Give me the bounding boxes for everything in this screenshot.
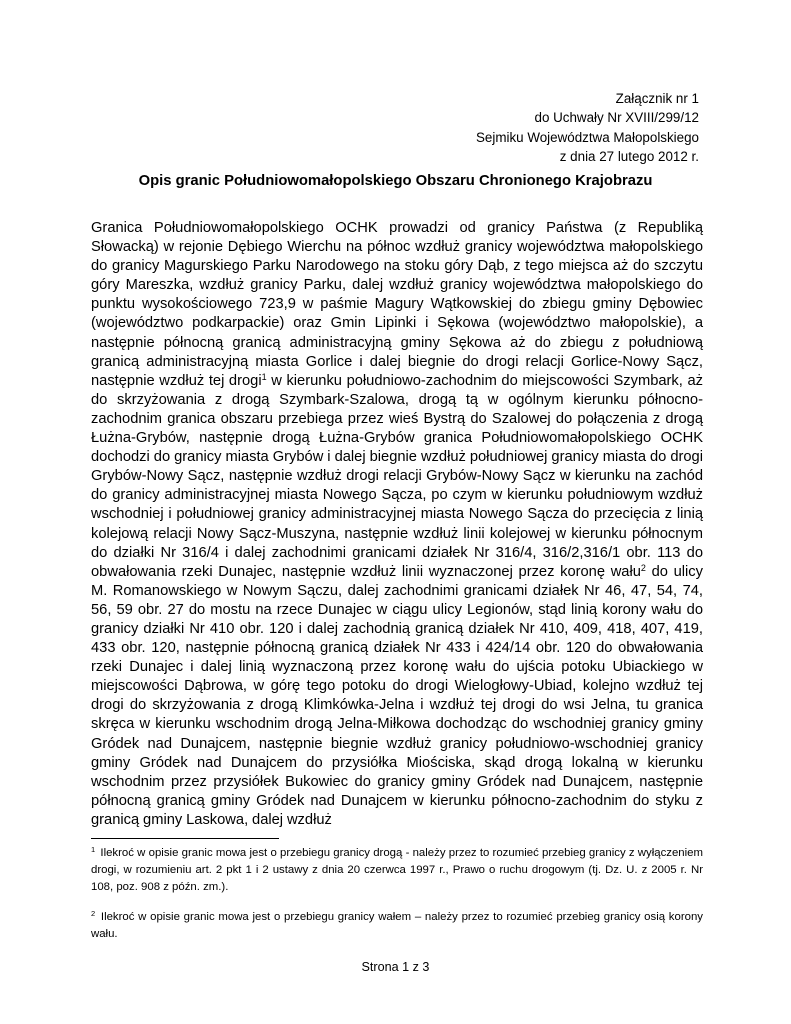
header-line-assembly: Sejmiku Województwa Małopolskiego xyxy=(475,129,699,145)
header-line-resolution: do Uchwały Nr XVIII/299/12 xyxy=(534,110,699,126)
footnote-2-text: Ilekroć w opisie granic mowa jest o przebiegu granicy wałem – należy przez to rozumieć przebieg granicy osią korony wału. xyxy=(91,911,703,940)
footnote-ref-1: 1 xyxy=(261,371,267,382)
paragraph-text-part-1: Granica Południowomałopolskiego OCHK prowadzi od granicy Państwa (z Republiką Słowacką) w rejonie Dębiego Wierchu na północ wzdłuż granicy województwa małopolskiego do granicy Magurskiego Parku Narodowego na stoku góry Dąb, z tego miejsca aż do szczytu góry Mareszka, wzdłuż granicy Parku, dalej wzdłuż granicy województwa małopolskiego do punktu wysokościowego 723,9 w paśmie Magury Wątkowskiej do zbiegu gminy Dębowiec (województwo podkarpackie) oraz Gmin Lipinki i Sękowa (województwo małopolskie), a następnie północną granicą administracyjną gminy Sękowa aż do zbiegu z południową granicą administracyjną miasta Gorlice i dalej biegnie do drogi relacji Gorlice-Nowy Sącz, następnie wzdłuż tej drogi xyxy=(91,220,703,389)
footnote-ref-2: 2 xyxy=(640,562,646,573)
footnote-1 xyxy=(91,845,703,896)
attachment-header xyxy=(476,89,699,167)
paragraph-text-part-3: do ulicy M. Romanowskiego w Nowym Sączu, dalej zachodnimi granicami działek Nr 46, 47, 54, 74, 56, 59 obr. 27 do mostu na rzece Dunajec w ciągu ulicy Legionów, stąd linią korony wału do granicy działki Nr 410 obr. 120 i dalej zachodnią granicą działek Nr 410, 409, 418, 407, 419, 433 obr. 120, następnie północną granicą działek Nr 433 i 424/14 obr. 120 do obwałowania rzeki Dunajec i dalej linią wyznaczoną przez koronę wału do ujścia potoku Ubiackiego w miejscowości Dąbrowa, w górę tego potoku do drogi Wielogłowy-Ubiad, kolejno wzdłuż tej drogi do skrzyżowania z drogą Klimkówka-Jelna i wzdłuż tej drogi do wsi Jelna, tu granica skręca w kierunku wschodnim drogą Jelna-Miłkowa dochodząc do wschodniej granicy gminy Gródek nad Dunajcem, następnie biegnie wzdłuż granicy południowo-wschodniej granicy gminy Gródek nad Dunajcem do przysiółka Miościska, skąd drogą lokalną w kierunku wschodnim przez przysiółek Bukowiec do granicy gminy Gródek nad Dunajcem, następnie północną granicą gminy Gródek nad Dunajcem w kierunku północno-zachodnim do styku z granicą gminy Laskowa, dalej wzdłuż xyxy=(91,563,703,828)
footnote-2 xyxy=(91,909,703,943)
footnotes xyxy=(91,845,703,943)
footnote-1-text: Ilekroć w opisie granic mowa jest o przebiegu granicy drogą - należy przez to rozumieć przebieg granicy z wyłączeniem drogi, w rozumieniu art. 2 pkt 1 i 2 ustawy z dnia 20 czerwca 1997 r., Prawo o ruchu drogowym (tj. Dz. U. z 2005 r. Nr 108, poz. 908 z późn. zm.). xyxy=(91,847,703,893)
page-number: Strona 1 z 3 xyxy=(361,960,430,974)
paragraph-text-part-2: w kierunku południowo-zachodnim do miejscowości Szymbark, aż do skrzyżowania z drogą Szymbark-Szalowa, drogą tą w ogólnym kierunku północno-zachodnim granica obszaru przebiega przez wieś Bystrą do Szalowej do połączenia z drogą Łużna-Grybów, następnie drogą Łużna-Grybów granica Południowomałopolskiego OCHK dochodzi do granicy miasta Grybów i dalej biegnie wzdłuż południowej granicy miasta do drogi Grybów-Nowy Sącz, następnie wzdłuż drogi relacji Grybów-Nowy Sącz w kierunku na zachód do granicy administracyjnej miasta Nowego Sącza, po czym w kierunku południowym wzdłuż wschodniej i południowej granicy administracyjnej miasta Nowego Sącza do przecięcia z linią kolejową relacji Nowy Sącz-Muszyna, następnie wzdłuż linii kolejowej w kierunku północnym do działki Nr 316/4 i dalej zachodnimi granicami działek Nr 316/4, 316/2,316/1 obr. 113 do obwałowania rzeki Dunajec, następnie wzdłuż linii wyznaczonej przez koronę wału xyxy=(91,372,703,580)
boundary-description-paragraph xyxy=(91,219,703,830)
footnote-1-marker: 1 xyxy=(91,845,96,854)
footnote-separator xyxy=(91,838,279,839)
header-line-attachment: Załącznik nr 1 xyxy=(615,91,699,106)
document-title: Opis granic Południowomałopolskiego Obszaru Chronionego Krajobrazu xyxy=(138,173,653,189)
header-line-date: z dnia 27 lutego 2012 r. xyxy=(559,149,699,165)
footnote-2-marker: 2 xyxy=(91,909,96,918)
